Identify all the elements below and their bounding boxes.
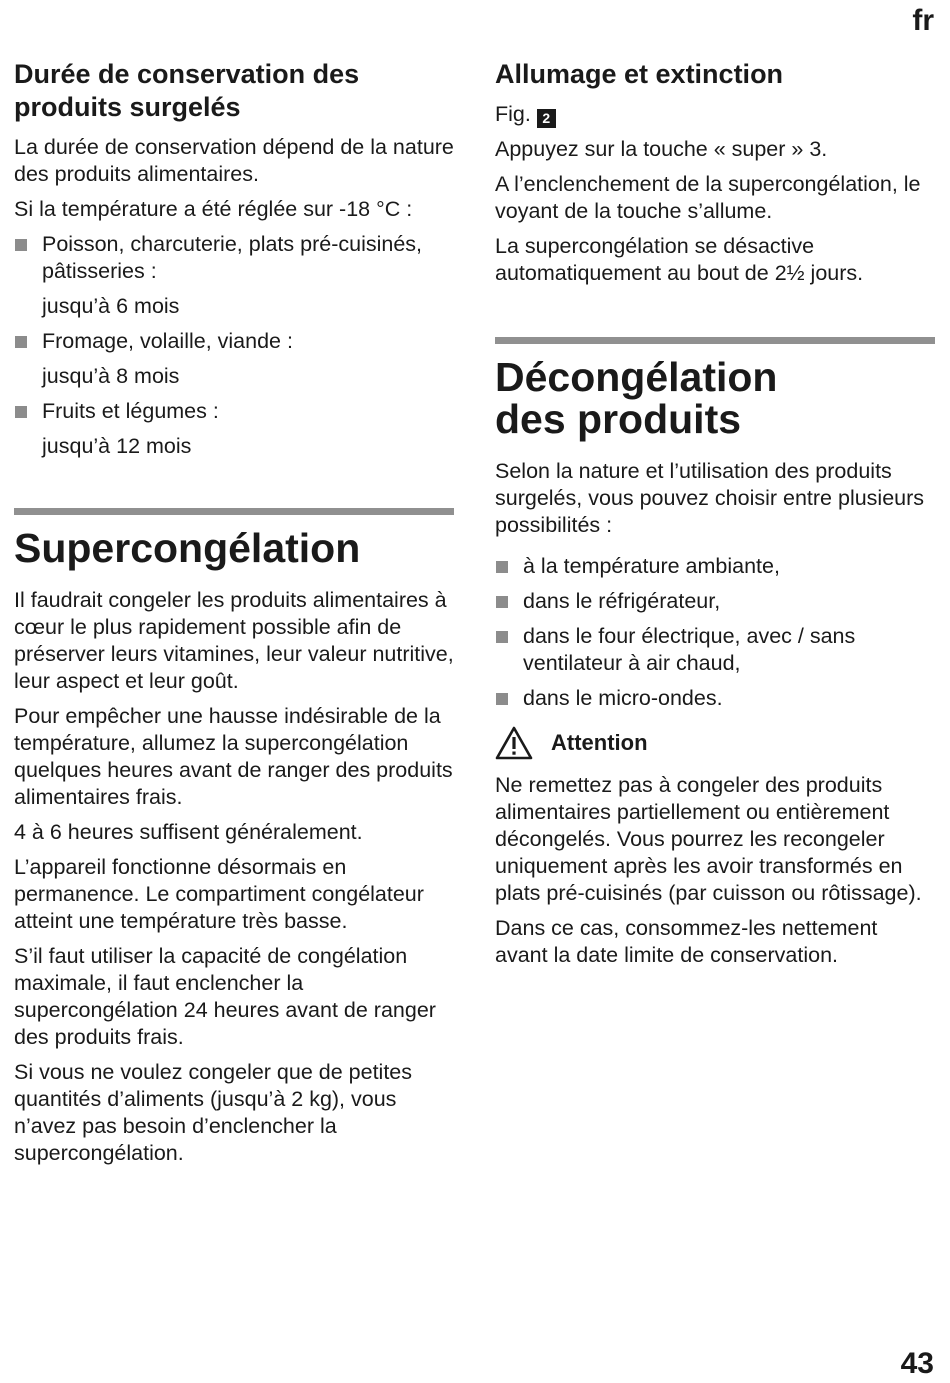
square-bullet-icon bbox=[15, 336, 27, 348]
language-tag: fr bbox=[912, 4, 934, 37]
paragraph: L’appareil fonctionne désormais en permanence. Le compartiment congélateur atteint une température très basse. bbox=[14, 855, 424, 933]
storage-duration-heading: Durée de conservation des produits surgelés bbox=[14, 59, 360, 122]
power-section bbox=[495, 58, 935, 287]
supercongelation-heading: Supercongélation bbox=[14, 525, 361, 571]
paragraph: Appuyez sur la touche « super » 3. bbox=[495, 137, 828, 161]
list-item bbox=[14, 398, 454, 460]
list-item-label: dans le réfrigérateur, bbox=[523, 589, 721, 613]
list-item-label: Fruits et légumes : bbox=[42, 399, 219, 423]
attention-label: Attention bbox=[551, 730, 648, 755]
paragraph: Dans ce cas, consommez-les nettement avant la date limite de conservation. bbox=[495, 916, 878, 967]
page-number: 43 bbox=[900, 1347, 934, 1380]
thawing-options-list bbox=[495, 553, 935, 712]
list-item bbox=[495, 553, 935, 580]
list-item-duration: jusqu’à 12 mois bbox=[42, 434, 192, 458]
storage-duration-section bbox=[14, 58, 454, 460]
paragraph: Si la température a été réglée sur -18 °C : bbox=[14, 197, 413, 221]
square-bullet-icon bbox=[496, 693, 508, 705]
figure-number-badge: 2 bbox=[537, 109, 556, 128]
figure-reference bbox=[495, 101, 935, 128]
square-bullet-icon bbox=[496, 596, 508, 608]
paragraph: La supercongélation se désactive automatiquement au bout de 2½ jours. bbox=[495, 234, 864, 285]
heading-line: des produits bbox=[495, 396, 742, 442]
square-bullet-icon bbox=[496, 561, 508, 573]
paragraph: 4 à 6 heures suffisent généralement. bbox=[14, 820, 363, 844]
decongelation-section bbox=[495, 356, 935, 969]
list-item bbox=[495, 623, 935, 677]
list-item-label: dans le four électrique, avec / sans ventilateur à air chaud, bbox=[523, 624, 856, 675]
list-item bbox=[14, 328, 454, 390]
list-item-label: dans le micro-ondes. bbox=[523, 686, 723, 710]
paragraph: Pour empêcher une hausse indésirable de la température, allumez la supercongélation quelques heures avant de ranger des produits alimentaires frais. bbox=[14, 704, 453, 809]
heading-line: Décongélation bbox=[495, 354, 778, 400]
list-item-duration: jusqu’à 8 mois bbox=[42, 364, 180, 388]
list-item-label: Poisson, charcuterie, plats pré-cuisinés, pâtisseries : bbox=[42, 232, 423, 283]
section-divider bbox=[14, 508, 454, 515]
square-bullet-icon bbox=[15, 406, 27, 418]
supercongelation-section bbox=[14, 527, 454, 1167]
decongelation-heading bbox=[495, 356, 935, 440]
list-item bbox=[14, 231, 454, 320]
storage-duration-list bbox=[14, 231, 454, 460]
paragraph: S’il faut utiliser la capacité de congélation maximale, il faut enclencher la supercongélation 24 heures avant de ranger des produits frais. bbox=[14, 944, 436, 1049]
attention-notice bbox=[495, 726, 935, 760]
list-item bbox=[495, 588, 935, 615]
paragraph: Ne remettez pas à congeler des produits alimentaires partiellement ou entièrement décongelés. Vous pourrez les recongeler uniquement après les avoir transformés en plats pré-cuisinés (par cuisson ou rôtissage). bbox=[495, 773, 922, 905]
section-divider bbox=[495, 337, 935, 344]
square-bullet-icon bbox=[496, 631, 508, 643]
paragraph: Si vous ne voulez congeler que de petites quantités d’aliments (jusqu’à 2 kg), vous n’avez pas besoin d’enclencher la supercongélation. bbox=[14, 1060, 413, 1165]
paragraph: Il faudrait congeler les produits alimentaires à cœur le plus rapidement possible afin de préserver leurs vitamines, leur valeur nutritive, leur aspect et leur goût. bbox=[14, 588, 454, 693]
square-bullet-icon bbox=[15, 239, 27, 251]
list-item-duration: jusqu’à 6 mois bbox=[42, 294, 180, 318]
power-heading: Allumage et extinction bbox=[495, 59, 784, 89]
list-item-label: à la température ambiante, bbox=[523, 554, 780, 578]
list-item bbox=[495, 685, 935, 712]
paragraph: Selon la nature et l’utilisation des produits surgelés, vous pouvez choisir entre plusieurs possibilités : bbox=[495, 459, 925, 537]
list-item-label: Fromage, volaille, viande : bbox=[42, 329, 293, 353]
paragraph: La durée de conservation dépend de la nature des produits alimentaires. bbox=[14, 135, 454, 186]
paragraph: A l’enclenchement de la supercongélation, le voyant de la touche s’allume. bbox=[495, 172, 921, 223]
right-column bbox=[495, 58, 935, 977]
left-column bbox=[14, 58, 454, 1175]
figure-label: Fig. bbox=[495, 102, 531, 126]
warning-triangle-icon bbox=[495, 726, 533, 760]
